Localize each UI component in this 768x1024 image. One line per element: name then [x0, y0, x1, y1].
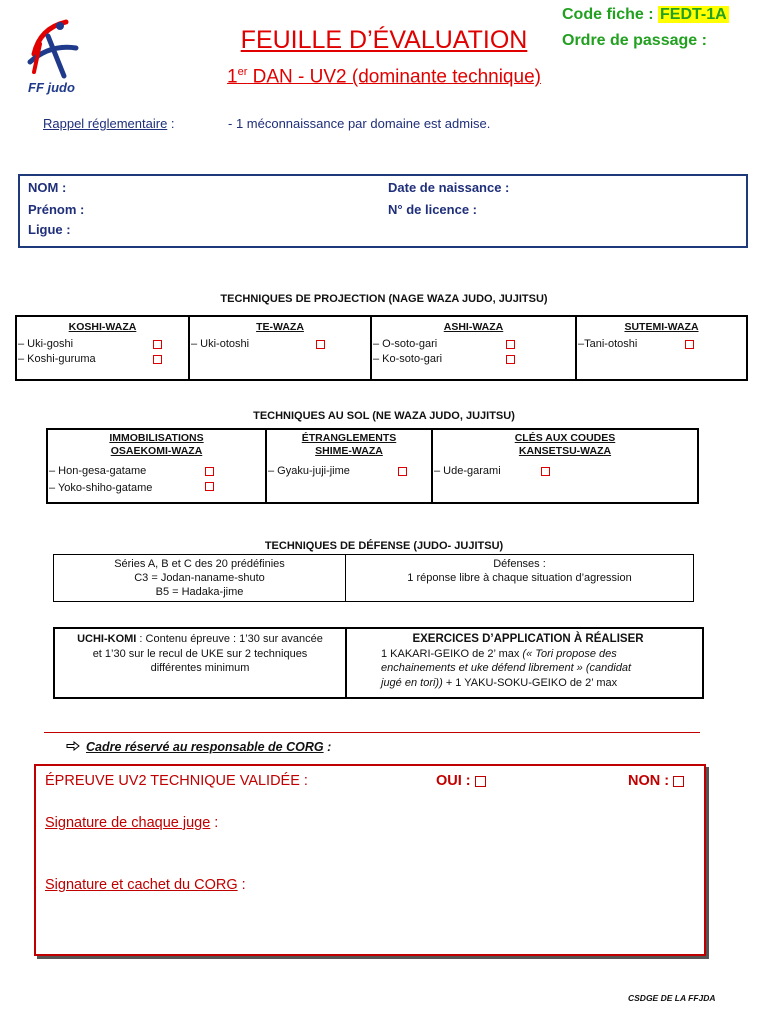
- exercices-title: EXERCICES D’APPLICATION À RÉALISER: [412, 633, 644, 645]
- defense-table: [53, 554, 694, 602]
- ordre-passage-label: Ordre de passage :: [562, 32, 707, 49]
- signature-juge-colon: :: [210, 815, 219, 831]
- sol-table: [46, 428, 699, 504]
- projection-table: [15, 315, 748, 381]
- series-line: B5 = Hadaka-jime: [155, 586, 244, 598]
- checkbox-icon[interactable]: [685, 340, 694, 349]
- uchi-komi-text: : Contenu épreuve : 1’30 sur avancée: [136, 633, 323, 645]
- subtitle-text: DAN - UV2 (dominante technique): [247, 66, 541, 88]
- rappel-colon: :: [167, 116, 175, 131]
- technique-label: –Tani-otoshi: [578, 338, 638, 350]
- defense-heading: TECHNIQUES DE DÉFENSE (JUDO- JUJITSU): [264, 540, 504, 552]
- exercice-italic: jugé en tori)): [381, 676, 443, 689]
- technique-item: [18, 352, 187, 367]
- technique-label: – Gyaku-juji-jime: [268, 465, 350, 477]
- technique-label: – Uki-goshi: [18, 338, 74, 350]
- exercice-text: 1 KAKARI-GEIKO de 2’ max: [381, 647, 523, 660]
- checkbox-icon[interactable]: [398, 467, 407, 476]
- cles-coudes-header: CLÉS AUX COUDES: [514, 432, 616, 444]
- code-fiche-label: Code fiche :: [562, 6, 659, 23]
- subtitle-number: 1: [227, 66, 238, 88]
- non-option[interactable]: [628, 773, 684, 789]
- uchi-komi-cell: [54, 628, 346, 698]
- oui-checkbox-icon[interactable]: [475, 776, 486, 787]
- immobilisations-cell: [47, 429, 266, 503]
- sutemi-waza-cell: [576, 316, 747, 380]
- exercice-italic: (« Tori propose des: [522, 647, 617, 660]
- technique-label: – Ude-garami: [434, 465, 501, 477]
- nom-field[interactable]: NOM :: [28, 180, 67, 195]
- projection-heading: TECHNIQUES DE PROJECTION (NAGE WAZA JUDO, JUJITSU): [220, 293, 548, 305]
- uchi-komi-table: [53, 627, 704, 699]
- oui-option[interactable]: [436, 773, 486, 789]
- licence-field[interactable]: N° de licence :: [388, 202, 478, 217]
- etranglements-cell: [266, 429, 432, 503]
- rappel-text: - 1 méconnaissance par domaine est admise.: [228, 116, 491, 131]
- exercice-line: [355, 676, 701, 691]
- exercice-text: + 1 YAKU-SOKU-GEIKO de 2’ max: [442, 676, 618, 689]
- prenom-field[interactable]: Prénom :: [28, 202, 85, 217]
- technique-label: – Koshi-guruma: [18, 353, 96, 365]
- separator-line: [44, 732, 700, 733]
- subtitle-sup: er: [237, 66, 248, 78]
- page-title: FEUILLE D’ÉVALUATION: [240, 26, 528, 54]
- defenses-title: Défenses :: [493, 558, 546, 570]
- technique-item: [191, 337, 369, 352]
- technique-item: [434, 463, 696, 480]
- series-cell: [54, 555, 346, 602]
- footer-text: CSDGE DE LA FFJDA: [628, 993, 716, 1003]
- checkbox-icon[interactable]: [153, 340, 162, 349]
- shime-waza-header: SHIME-WAZA: [315, 445, 383, 457]
- uchi-komi-line: [56, 632, 344, 647]
- technique-label: – Uki-otoshi: [191, 338, 250, 350]
- date-naissance-field[interactable]: Date de naissance :: [388, 180, 510, 195]
- oui-label: OUI :: [436, 773, 471, 789]
- signature-juge-line[interactable]: [45, 815, 218, 831]
- ligue-field[interactable]: Ligue :: [28, 222, 71, 237]
- exercice-italic: enchainements et uke défend librement » (candidat: [381, 662, 632, 674]
- technique-label: – Hon-gesa-gatame: [49, 465, 147, 477]
- technique-item: [578, 337, 745, 352]
- koshi-waza-header: KOSHI-WAZA: [68, 321, 137, 333]
- non-checkbox-icon[interactable]: [673, 776, 684, 787]
- page-subtitle: [0, 66, 768, 88]
- signature-corg-label: Signature et cachet du CORG: [45, 877, 238, 893]
- te-waza-cell: [189, 316, 371, 380]
- checkbox-icon[interactable]: [205, 482, 214, 491]
- epreuve-validee-label: ÉPREUVE UV2 TECHNIQUE VALIDÉE :: [45, 773, 308, 789]
- checkbox-icon[interactable]: [205, 467, 214, 476]
- cadre-colon: :: [323, 740, 332, 754]
- technique-item: [373, 337, 574, 352]
- immobilisations-header: IMMOBILISATIONS: [109, 432, 204, 444]
- sol-heading: TECHNIQUES AU SOL (NE WAZA JUDO, JUJITSU): [253, 410, 515, 422]
- code-fiche: [562, 6, 729, 24]
- corg-box: [34, 764, 706, 956]
- ashi-waza-header: ASHI-WAZA: [443, 321, 504, 333]
- kansetsu-waza-header: KANSETSU-WAZA: [518, 445, 612, 457]
- defenses-cell: [346, 555, 694, 602]
- exercice-line: [355, 647, 701, 662]
- identity-box: [18, 174, 748, 248]
- sutemi-waza-header: SUTEMI-WAZA: [624, 321, 699, 333]
- checkbox-icon[interactable]: [153, 355, 162, 364]
- technique-label: – Yoko-shiho-gatame: [49, 482, 153, 494]
- technique-item: [373, 352, 574, 367]
- technique-label: – Ko-soto-gari: [373, 353, 443, 365]
- series-line: C3 = Jodan-naname-shuto: [134, 572, 265, 584]
- signature-corg-colon: :: [237, 877, 246, 893]
- osaekomi-waza-header: OSAEKOMI-WAZA: [110, 445, 203, 457]
- signature-juge-label: Signature de chaque juge: [45, 815, 211, 831]
- checkbox-icon[interactable]: [506, 355, 515, 364]
- etranglements-header: ÉTRANGLEMENTS: [301, 432, 397, 444]
- ashi-waza-cell: [371, 316, 576, 380]
- technique-item: [268, 463, 430, 480]
- technique-item: [18, 337, 187, 352]
- checkbox-icon[interactable]: [506, 340, 515, 349]
- te-waza-header: TE-WAZA: [256, 321, 304, 333]
- exercice-line: [355, 661, 701, 676]
- checkbox-icon[interactable]: [316, 340, 325, 349]
- technique-label: – O-soto-gari: [373, 338, 438, 350]
- cadre-corg-line: [66, 740, 331, 754]
- logo-text: FF judo: [28, 80, 75, 95]
- technique-item: [49, 480, 264, 497]
- defenses-text: 1 réponse libre à chaque situation d’agression: [407, 572, 632, 584]
- technique-item: [49, 463, 264, 480]
- cadre-corg-text: Cadre réservé au responsable de CORG: [86, 740, 324, 754]
- code-fiche-value: FEDT-1A: [660, 6, 727, 23]
- non-label: NON :: [628, 773, 670, 789]
- rappel-label-text: Rappel réglementaire: [43, 116, 168, 131]
- exercices-cell: [346, 628, 703, 698]
- uchi-komi-label: UCHI-KOMI: [77, 633, 137, 645]
- koshi-waza-cell: [16, 316, 189, 380]
- arrow-right-icon: [66, 740, 86, 754]
- checkbox-icon[interactable]: [541, 467, 550, 476]
- rappel-label: [43, 116, 175, 131]
- uchi-komi-line: et 1’30 sur le recul de UKE sur 2 techniques: [92, 647, 308, 660]
- uchi-komi-line: différentes minimum: [150, 662, 250, 674]
- cles-coudes-cell: [432, 429, 698, 503]
- signature-corg-line[interactable]: [45, 877, 246, 893]
- series-line: Séries A, B et C des 20 prédéfinies: [114, 558, 285, 570]
